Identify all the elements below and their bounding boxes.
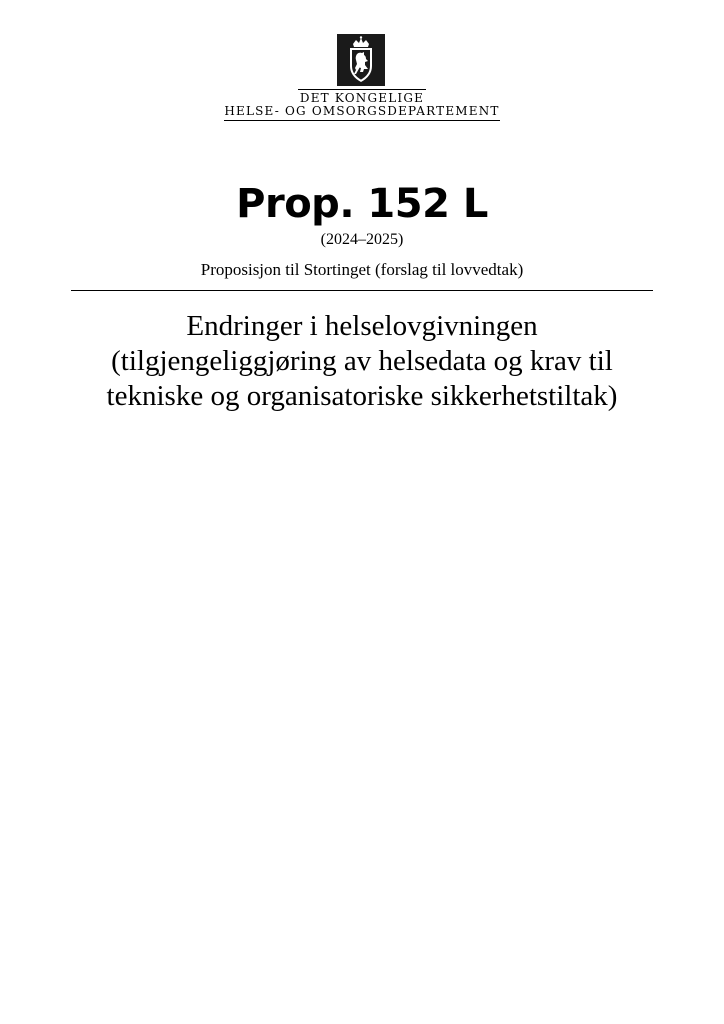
horizontal-divider: [71, 290, 653, 291]
ministry-name-line-1: [0, 89, 724, 105]
heading-line-1: Endringer i helselovgivningen: [186, 310, 538, 342]
heading-line-3: tekniske og organisatoriske sikkerhetstiltak): [106, 380, 618, 412]
session-years: (2024–2025): [320, 231, 404, 248]
heading-line-2: (tilgjengeliggjøring av helsedata og krav til: [111, 345, 613, 377]
document-heading: [40, 309, 684, 414]
proposition-subtitle: Proposisjon til Stortinget (forslag til lovvedtak): [200, 260, 524, 279]
coat-of-arms-icon: [337, 34, 385, 86]
ministry-line1-text: DET KONGELIGE: [299, 91, 425, 105]
ministry-name-line-2: [0, 104, 724, 121]
proposition-title: Prop. 152 L: [236, 181, 488, 227]
ministry-line2-text: HELSE- OG OMSORGSDEPARTEMENT: [224, 104, 499, 121]
